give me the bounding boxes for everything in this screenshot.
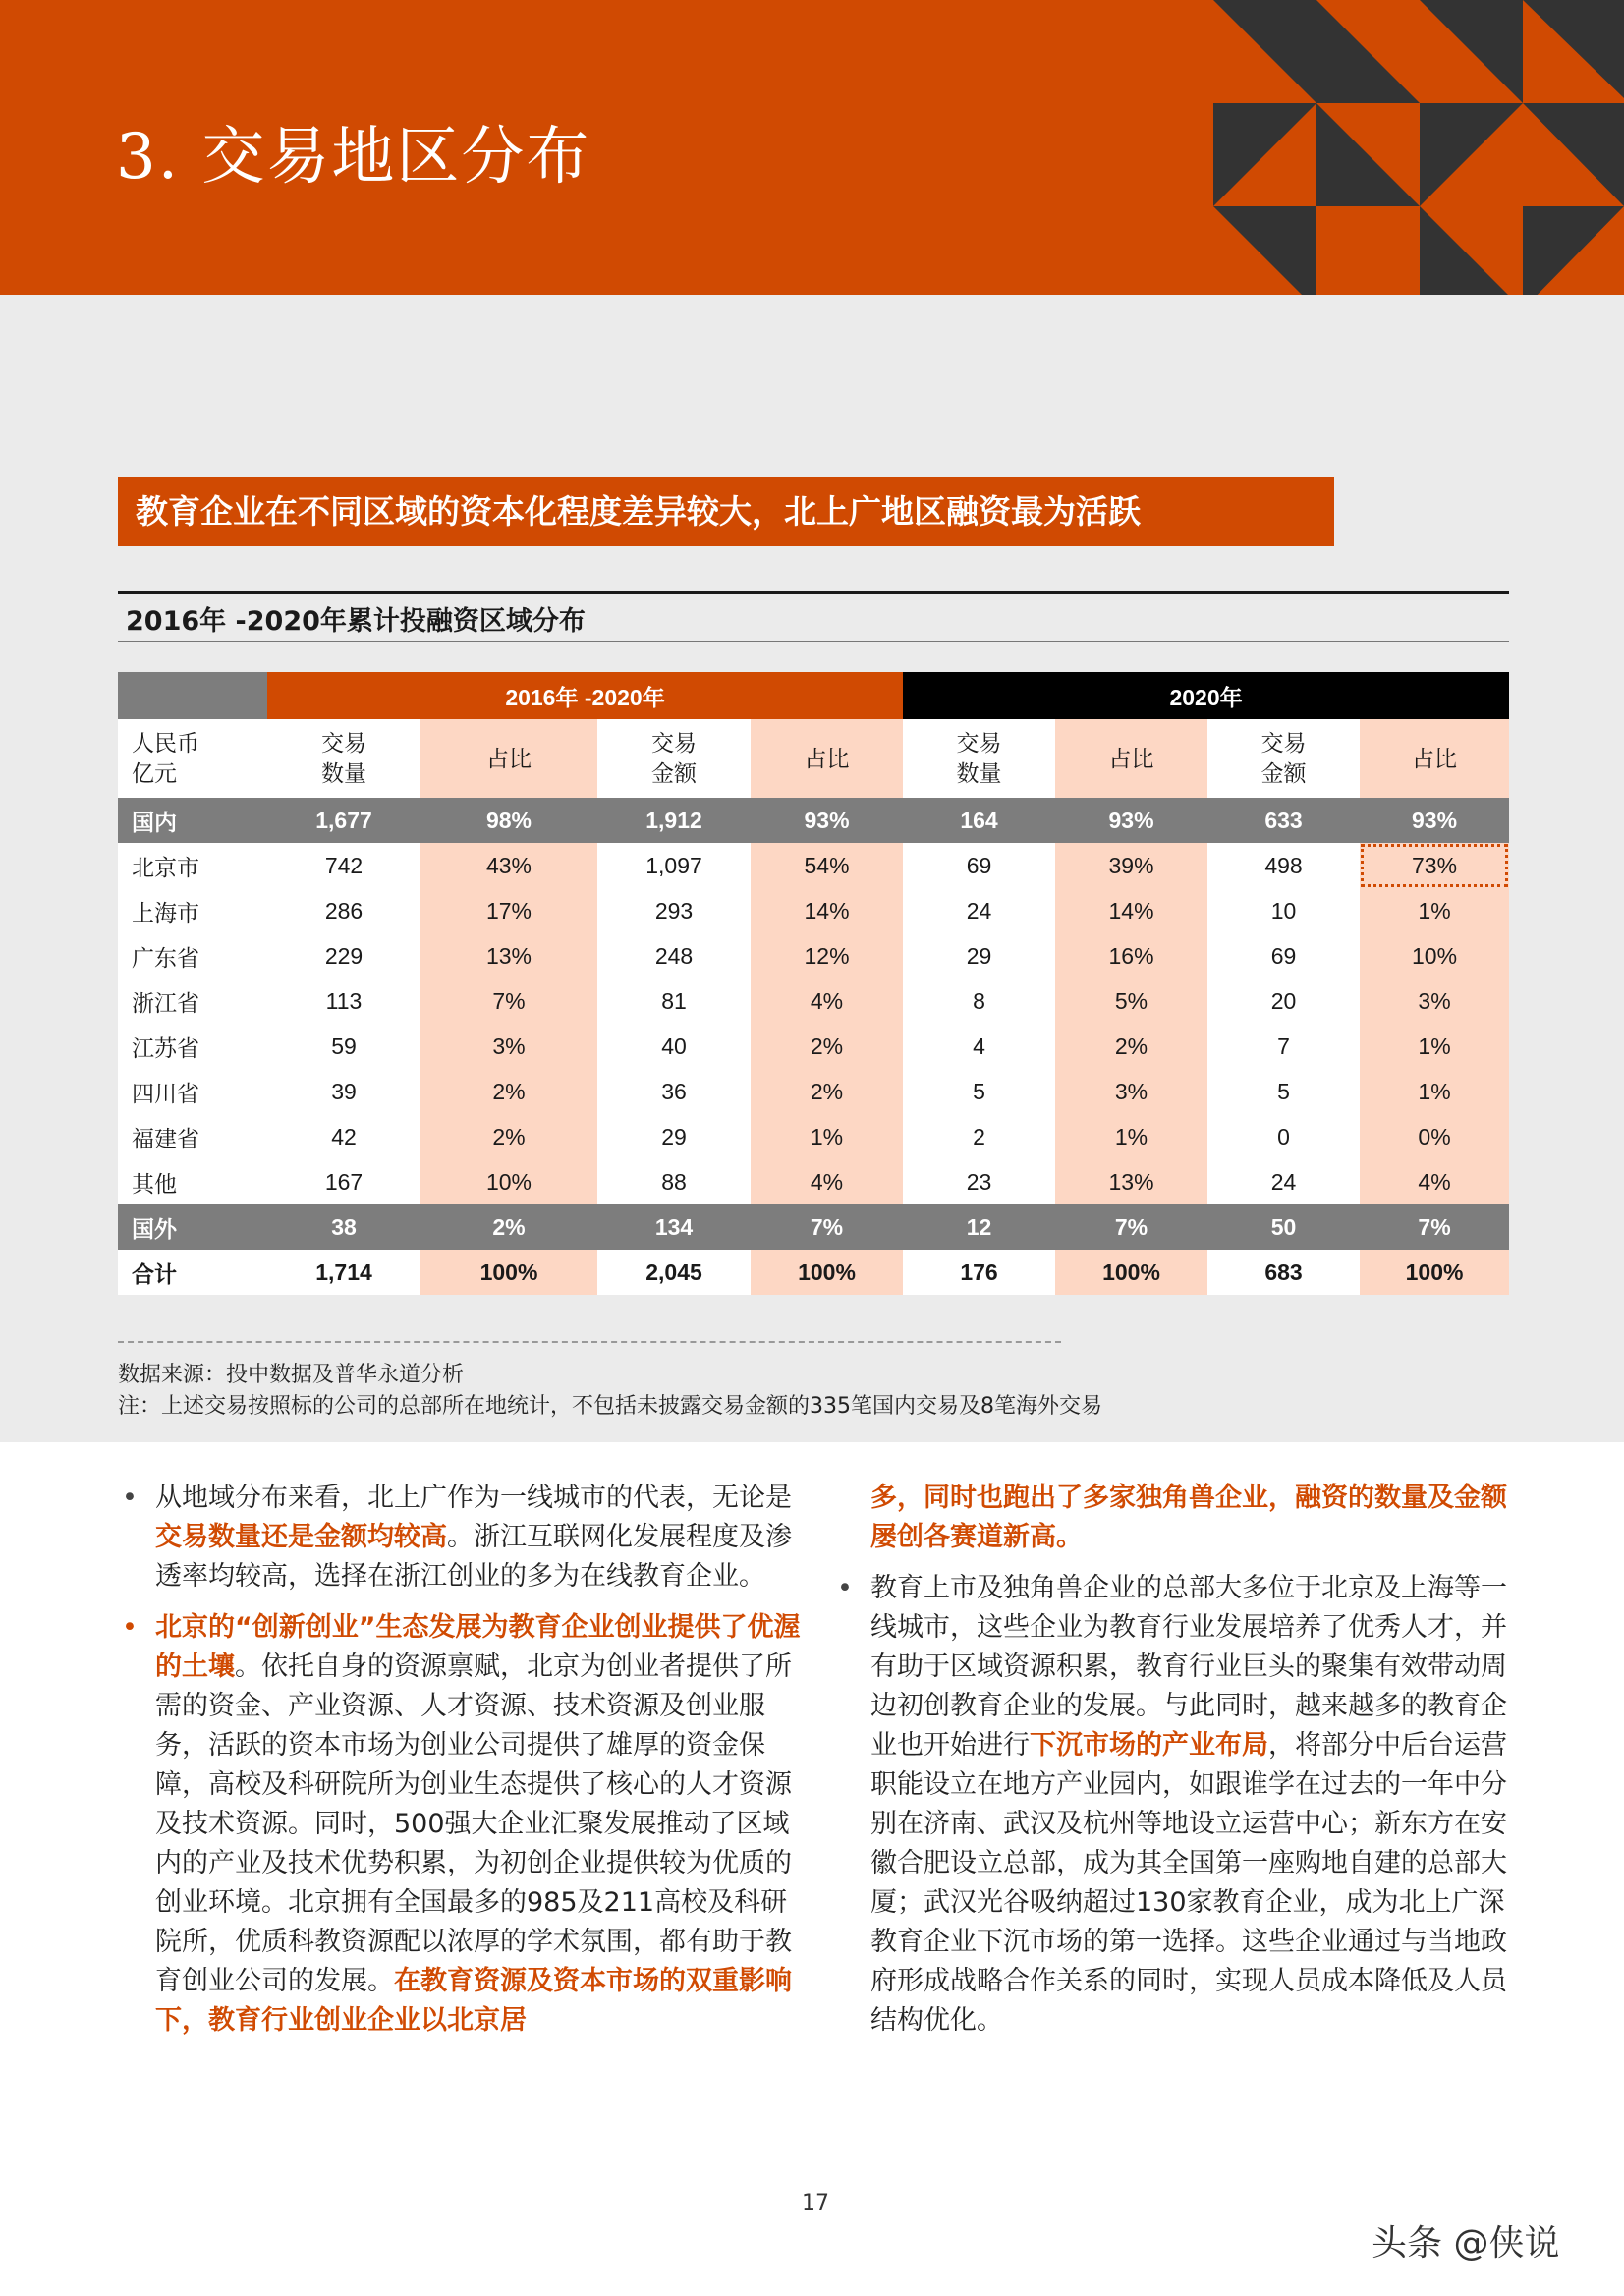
table-cell: 93% xyxy=(751,798,903,843)
table-row xyxy=(118,1250,1509,1295)
table-cell: 100% xyxy=(1360,1250,1509,1295)
table-cell: 2% xyxy=(420,1114,597,1159)
table-cell: 2% xyxy=(420,1069,597,1114)
table-cell: 24 xyxy=(903,888,1055,933)
continued-paragraph xyxy=(833,1479,1521,1557)
table-cell: 93% xyxy=(1360,798,1509,843)
table-cell: 8 xyxy=(903,979,1055,1024)
table-cell: 3% xyxy=(1055,1069,1207,1114)
unit-header: 人民币 亿元 xyxy=(118,719,267,798)
table-cell: 7% xyxy=(1055,1204,1207,1250)
bullet-paragraph xyxy=(833,1569,1521,2041)
table-row xyxy=(118,1024,1509,1069)
row-label: 国外 xyxy=(118,1204,267,1250)
table-cell: 17% xyxy=(420,888,597,933)
table-cell: 3% xyxy=(1360,979,1509,1024)
emphasis-text: 交易数量还是金额均较高 xyxy=(155,1522,447,1552)
table-cell: 2 xyxy=(903,1114,1055,1159)
table-row xyxy=(118,843,1509,888)
table-cell: 248 xyxy=(597,933,751,979)
table-cell: 5% xyxy=(1055,979,1207,1024)
table-cell: 1% xyxy=(1055,1114,1207,1159)
column-header: 交易 金额 xyxy=(597,719,751,798)
table-cell: 69 xyxy=(903,843,1055,888)
column-header: 占比 xyxy=(1055,719,1207,798)
table-cell: 93% xyxy=(1055,798,1207,843)
table-cell: 2% xyxy=(1055,1024,1207,1069)
table-cell: 4% xyxy=(751,979,903,1024)
table-cell: 98% xyxy=(420,798,597,843)
table-top-rule xyxy=(118,591,1509,594)
table-row xyxy=(118,888,1509,933)
right-column xyxy=(833,1479,1521,2052)
table-cell: 1,912 xyxy=(597,798,751,843)
emphasis-text: 多，同时也跑出了多家独角兽企业，融资的数量及金额屡创各赛道新高。 xyxy=(870,1483,1507,1552)
table-cell: 3% xyxy=(420,1024,597,1069)
table-cell: 36 xyxy=(597,1069,751,1114)
table-cell: 134 xyxy=(597,1204,751,1250)
table-cell: 88 xyxy=(597,1159,751,1204)
table-cell: 13% xyxy=(1055,1159,1207,1204)
source-note: 数据来源：投中数据及普华永道分析 xyxy=(118,1363,465,1387)
table-cell: 7% xyxy=(751,1204,903,1250)
table-cell: 4% xyxy=(1360,1159,1509,1204)
table-cell: 176 xyxy=(903,1250,1055,1295)
table-cell: 1% xyxy=(1360,1024,1509,1069)
table-cell: 7% xyxy=(1360,1204,1509,1250)
row-label: 江苏省 xyxy=(118,1024,267,1069)
row-label: 广东省 xyxy=(118,933,267,979)
table-cell: 23 xyxy=(903,1159,1055,1204)
bullet-dot: • xyxy=(837,1573,853,1603)
table-cell: 42 xyxy=(267,1114,420,1159)
bullet-paragraph xyxy=(118,1479,806,1596)
paragraph-text: 。浙江互联网化发展程度及渗透率均较高，选择在浙江创业的多为在线教育企业。 xyxy=(155,1522,792,1592)
table-cell: 29 xyxy=(597,1114,751,1159)
emphasis-text: 下沉市场的产业布局 xyxy=(1030,1730,1268,1761)
group-header-2020: 2020年 xyxy=(903,672,1509,719)
footnote: 注：上述交易按照标的公司的总部所在地统计，不包括未披露交易金额的335笔国内交易及8笔海外交易 xyxy=(118,1394,1102,1419)
bullet-dot: • xyxy=(122,1483,138,1513)
table-cell: 164 xyxy=(903,798,1055,843)
column-header: 占比 xyxy=(1360,719,1509,798)
column-header: 占比 xyxy=(751,719,903,798)
table-cell: 1% xyxy=(751,1114,903,1159)
table-row xyxy=(118,1069,1509,1114)
row-label: 四川省 xyxy=(118,1069,267,1114)
page-title: 3. 交易地区分布 xyxy=(116,121,591,194)
row-label: 福建省 xyxy=(118,1114,267,1159)
table-cell: 293 xyxy=(597,888,751,933)
left-column xyxy=(118,1479,806,2052)
table-cell: 1,677 xyxy=(267,798,420,843)
group-header-2016-2020: 2016年 -2020年 xyxy=(267,672,903,719)
watermark: 头条 @侠说 xyxy=(1372,2223,1560,2264)
table-cell: 167 xyxy=(267,1159,420,1204)
table-cell: 73% xyxy=(1360,843,1509,888)
table-cell: 2% xyxy=(751,1024,903,1069)
table-cell: 100% xyxy=(751,1250,903,1295)
table-cell: 7% xyxy=(420,979,597,1024)
column-header: 交易 数量 xyxy=(267,719,420,798)
table-cell: 1,097 xyxy=(597,843,751,888)
row-label: 国内 xyxy=(118,798,267,843)
column-header: 占比 xyxy=(420,719,597,798)
table-cell: 2,045 xyxy=(597,1250,751,1295)
table-body xyxy=(118,798,1509,1295)
paragraph-text: ，将部分中后台运营职能设立在地方产业园内，如跟谁学在过去的一年中分别在济南、武汉及杭州等地设立运营中心；新东方在安徽合肥设立总部，成为其全国第一座购地自建的总部大厦；武汉光谷吸纳超过130家教育企业，成为北上广深教育企业下沉市场的第一选择。这些企业通过与当地政府形成战略合作关系的同时，实现人员成本降低及人员结构优化。 xyxy=(870,1730,1507,2036)
table-row xyxy=(118,1204,1509,1250)
table-row xyxy=(118,933,1509,979)
region-distribution-table xyxy=(118,672,1509,1295)
table-cell: 0% xyxy=(1360,1114,1509,1159)
emphasis-text: 在教育资源及资本市场的双重影响下，教育行业创业企业以北京居 xyxy=(155,1966,792,2036)
row-label: 合计 xyxy=(118,1250,267,1295)
paragraph-text: 。依托自身的资源禀赋，北京为创业者提供了所需的资金、产业资源、人才资源、技术资源及创业服务，活跃的资本市场为创业公司提供了雄厚的资金保障，高校及科研院所为创业生态提供了核心的人才资源及技术资源。同时，500强大企业汇聚发展推动了区域内的产业及技术优势积累，为初创企业提供较为优质的创业环境。北京拥有全国最多的985及211高校及科研院所，优质科教资源配以浓厚的学术氛围，都有助于教育创业公司的发展。 xyxy=(155,1652,792,1996)
table-title: 2016年 -2020年累计投融资区域分布 xyxy=(126,606,586,637)
table-row xyxy=(118,798,1509,843)
table-cell: 4 xyxy=(903,1024,1055,1069)
table-title-underline xyxy=(118,641,1509,642)
table-cell: 1,714 xyxy=(267,1250,420,1295)
table-cell: 14% xyxy=(1055,888,1207,933)
table-cell: 14% xyxy=(751,888,903,933)
table-cell: 13% xyxy=(420,933,597,979)
row-label: 浙江省 xyxy=(118,979,267,1024)
table-cell: 16% xyxy=(1055,933,1207,979)
table-cell: 10% xyxy=(420,1159,597,1204)
emphasis-text: 北京的“创新创业”生态发展为教育企业创业提供了优渥的土壤 xyxy=(155,1612,801,1682)
paragraph-text: 教育上市及独角兽企业的总部大多位于北京及上海等一线城市，这些企业为教育行业发展培养了优秀人才，并有助于区域资源积累，教育行业巨头的聚集有效带动周边初创教育企业的发展。与此同时，越来越多的教育企业也开始进行 xyxy=(870,1573,1507,1761)
table-cell: 2% xyxy=(420,1204,597,1250)
table-cell: 69 xyxy=(1207,933,1360,979)
table-cell: 1% xyxy=(1360,888,1509,933)
table-cell: 43% xyxy=(420,843,597,888)
bullet-paragraph xyxy=(118,1608,806,2041)
table-cell: 10 xyxy=(1207,888,1360,933)
table-cell: 0 xyxy=(1207,1114,1360,1159)
table-cell: 10% xyxy=(1360,933,1509,979)
table-cell: 12 xyxy=(903,1204,1055,1250)
table-cell: 286 xyxy=(267,888,420,933)
table-cell: 498 xyxy=(1207,843,1360,888)
table-cell: 38 xyxy=(267,1204,420,1250)
table-cell: 39 xyxy=(267,1069,420,1114)
table-cell: 100% xyxy=(420,1250,597,1295)
table-cell: 24 xyxy=(1207,1159,1360,1204)
table-cell: 29 xyxy=(903,933,1055,979)
table-cell: 12% xyxy=(751,933,903,979)
table-cell: 113 xyxy=(267,979,420,1024)
column-header: 交易 金额 xyxy=(1207,719,1360,798)
table-cell: 742 xyxy=(267,843,420,888)
bullet-dot: • xyxy=(122,1612,138,1643)
notes-divider xyxy=(118,1341,1061,1343)
table-cell: 4% xyxy=(751,1159,903,1204)
paragraph-text: 从地域分布来看，北上广作为一线城市的代表，无论是 xyxy=(155,1483,792,1513)
table-cell: 81 xyxy=(597,979,751,1024)
table-row xyxy=(118,1114,1509,1159)
table-cell: 7 xyxy=(1207,1024,1360,1069)
table-cell: 50 xyxy=(1207,1204,1360,1250)
row-label: 北京市 xyxy=(118,843,267,888)
table-cell: 2% xyxy=(751,1069,903,1114)
table-row xyxy=(118,979,1509,1024)
group-header-blank xyxy=(118,672,267,719)
page-number: 17 xyxy=(802,2191,829,2215)
table-cell: 40 xyxy=(597,1024,751,1069)
table-cell: 633 xyxy=(1207,798,1360,843)
key-finding-banner: 教育企业在不同区域的资本化程度差异较大，北上广地区融资最为活跃 xyxy=(118,477,1334,546)
column-header: 交易 数量 xyxy=(903,719,1055,798)
row-label: 其他 xyxy=(118,1159,267,1204)
table-cell: 59 xyxy=(267,1024,420,1069)
table-cell: 100% xyxy=(1055,1250,1207,1295)
table-cell: 54% xyxy=(751,843,903,888)
table-cell: 20 xyxy=(1207,979,1360,1024)
row-label: 上海市 xyxy=(118,888,267,933)
table-cell: 229 xyxy=(267,933,420,979)
table-cell: 1% xyxy=(1360,1069,1509,1114)
table-cell: 5 xyxy=(903,1069,1055,1114)
table-row xyxy=(118,1159,1509,1204)
table-cell: 5 xyxy=(1207,1069,1360,1114)
table-cell: 683 xyxy=(1207,1250,1360,1295)
table-cell: 39% xyxy=(1055,843,1207,888)
